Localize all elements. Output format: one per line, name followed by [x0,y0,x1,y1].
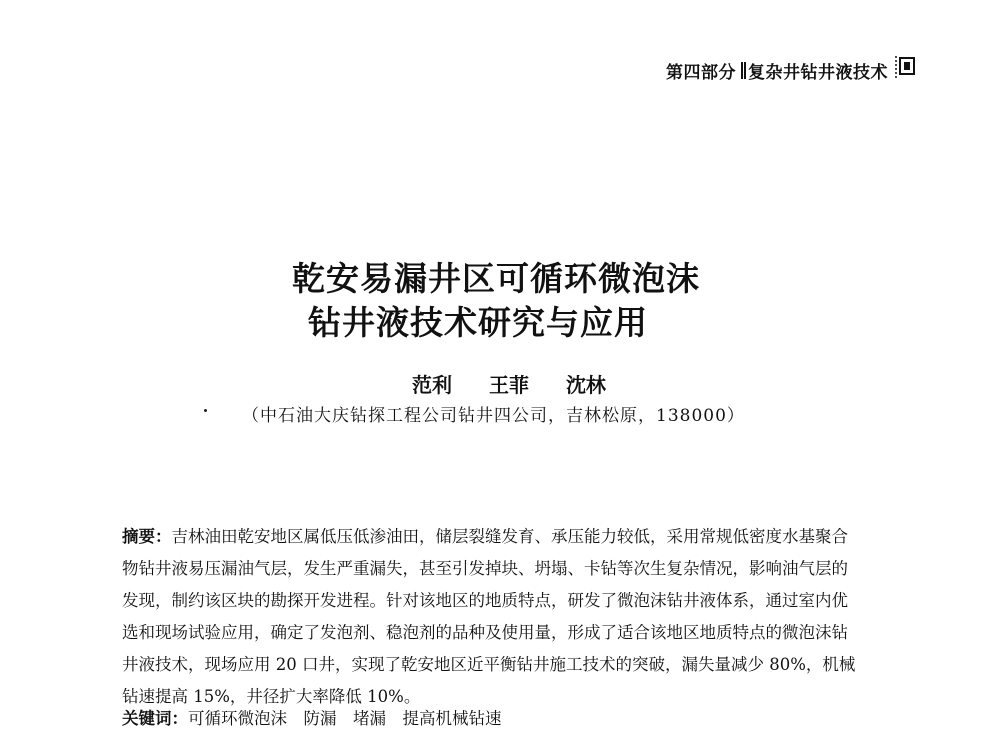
abstract-line: 发现，制约该区块的勘探开发进程。针对该地区的地质特点，研发了微泡沫钻井液体系，通过室内优 [122,591,848,610]
abstract-text: 吉林油田乾安地区属低压低渗油田，储层裂缝发育、承压能力较低，采用常规低密度水基聚合 [171,527,848,546]
abstract-line: 钻速提高 15%，井径扩大率降低 10%。 [122,687,421,706]
header-section: 复杂井钻井液技术 [748,63,888,83]
author: 范利 [412,373,452,397]
header-part: 第四部分 [666,63,736,83]
author: 沈林 [565,373,606,397]
abstract [122,521,892,713]
keywords-text: 可循环微泡沫 防漏 堵漏 提高机械钻速 [188,709,502,728]
scan-speck [204,409,207,412]
keywords [122,705,892,729]
abstract-line: 物钻井液易压漏油气层，发生严重漏失，甚至引发掉块、坍塌、卡钻等次生复杂情况，影响油气层的 [122,559,848,578]
author: 王菲 [488,373,529,397]
abstract-line [122,521,892,553]
abstract-line: 井液技术，现场应用 20 口井，实现了乾安地区近平衡钻井施工技术的突破，漏失量减少 80%，机械 [122,655,856,674]
page-ornament-icon [894,54,918,80]
author-list [412,369,636,398]
keywords-label: 关键词： [122,709,188,728]
header-separator [741,62,743,79]
paper-title-line-2: 钻井液技术研究与应用 [308,303,648,342]
abstract-line: 选和现场试验应用，确定了发泡剂、稳泡剂的品种及使用量，形成了适合该地区地质特点的微泡沫钻 [122,623,848,642]
running-header [666,58,888,83]
paper-title-line-1: 乾安易漏井区可循环微泡沫 [292,259,700,298]
abstract-label: 摘要： [122,527,172,546]
affiliation: （中石油大庆钻探工程公司钻井四公司，吉林松原，138000） [242,406,745,426]
